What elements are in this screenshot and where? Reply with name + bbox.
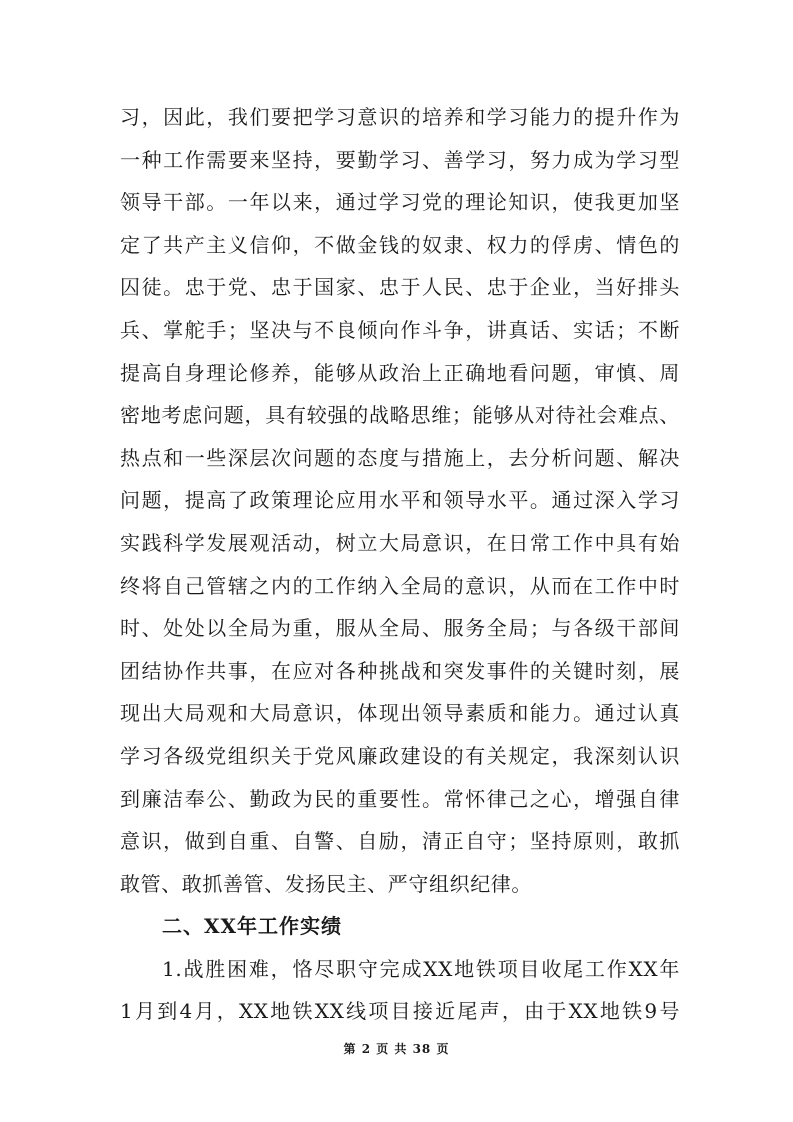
document-body: [120, 96, 680, 1033]
text-line: 领导干部。一年以来，通过学习党的理论知识，使我更加坚: [120, 190, 680, 215]
text-line: 1.战胜困难，恪尽职守完成XX地铁项目收尾工作XX年: [162, 956, 680, 981]
page-number-footer: 第 2 页 共 38 页: [343, 1042, 450, 1056]
text-line: 兵、掌舵手；坚决与不良倾向作斗争，讲真话、实话；不断: [120, 317, 680, 342]
text-line: 问题，提高了政策理论应用水平和领导水平。通过深入学习: [120, 488, 680, 513]
text-line: 终将自己管辖之内的工作纳入全局的意识，从而在工作中时: [120, 573, 680, 598]
text-line: 定了共产主义信仰，不做金钱的奴隶、权力的俘虏、情色的: [120, 232, 680, 257]
text-line: 团结协作共事，在应对各种挑战和突发事件的关键时刻，展: [120, 658, 680, 683]
section-heading: 二、XX年工作实绩: [162, 914, 343, 939]
text-line: 囚徒。忠于党、忠于国家、忠于人民、忠于企业，当好排头: [120, 275, 680, 300]
text-line: 热点和一些深层次问题的态度与措施上，去分析问题、解决: [120, 445, 680, 470]
text-line: 习，因此，我们要把学习意识的培养和学习能力的提升作为: [120, 105, 680, 129]
text-line: 1月到4月，XX地铁XX线项目接近尾声，由于XX地铁9号: [120, 999, 680, 1024]
text-line: 学习各级党组织关于党风廉政建设的有关规定，我深刻认识: [120, 743, 680, 768]
text-line: 意识，做到自重、自警、自励，清正自守；坚持原则，敢抓: [120, 829, 680, 854]
text-line: 现出大局观和大局意识，体现出领导素质和能力。通过认真: [120, 701, 680, 726]
paragraph-1: [120, 96, 680, 905]
text-line: 到廉洁奉公、勤政为民的重要性。常怀律己之心，增强自律: [120, 786, 680, 811]
text-line: 提高自身理论修养，能够从政治上正确地看问题，审慎、周: [120, 360, 680, 385]
text-line: 敢管、敢抓善管、发扬民主、严守组织纪律。: [120, 871, 532, 896]
text-line: 实践科学发展观活动，树立大局意识，在日常工作中具有始: [120, 530, 680, 555]
text-line: 密地考虑问题，具有较强的战略思维；能够从对待社会难点、: [120, 403, 680, 428]
text-line: 一种工作需要来坚持，要勤学习、善学习，努力成为学习型: [120, 147, 680, 172]
paragraph-2: [120, 948, 680, 1033]
text-line: 时、处处以全局为重，服从全局、服务全局；与各级干部间: [120, 616, 680, 641]
